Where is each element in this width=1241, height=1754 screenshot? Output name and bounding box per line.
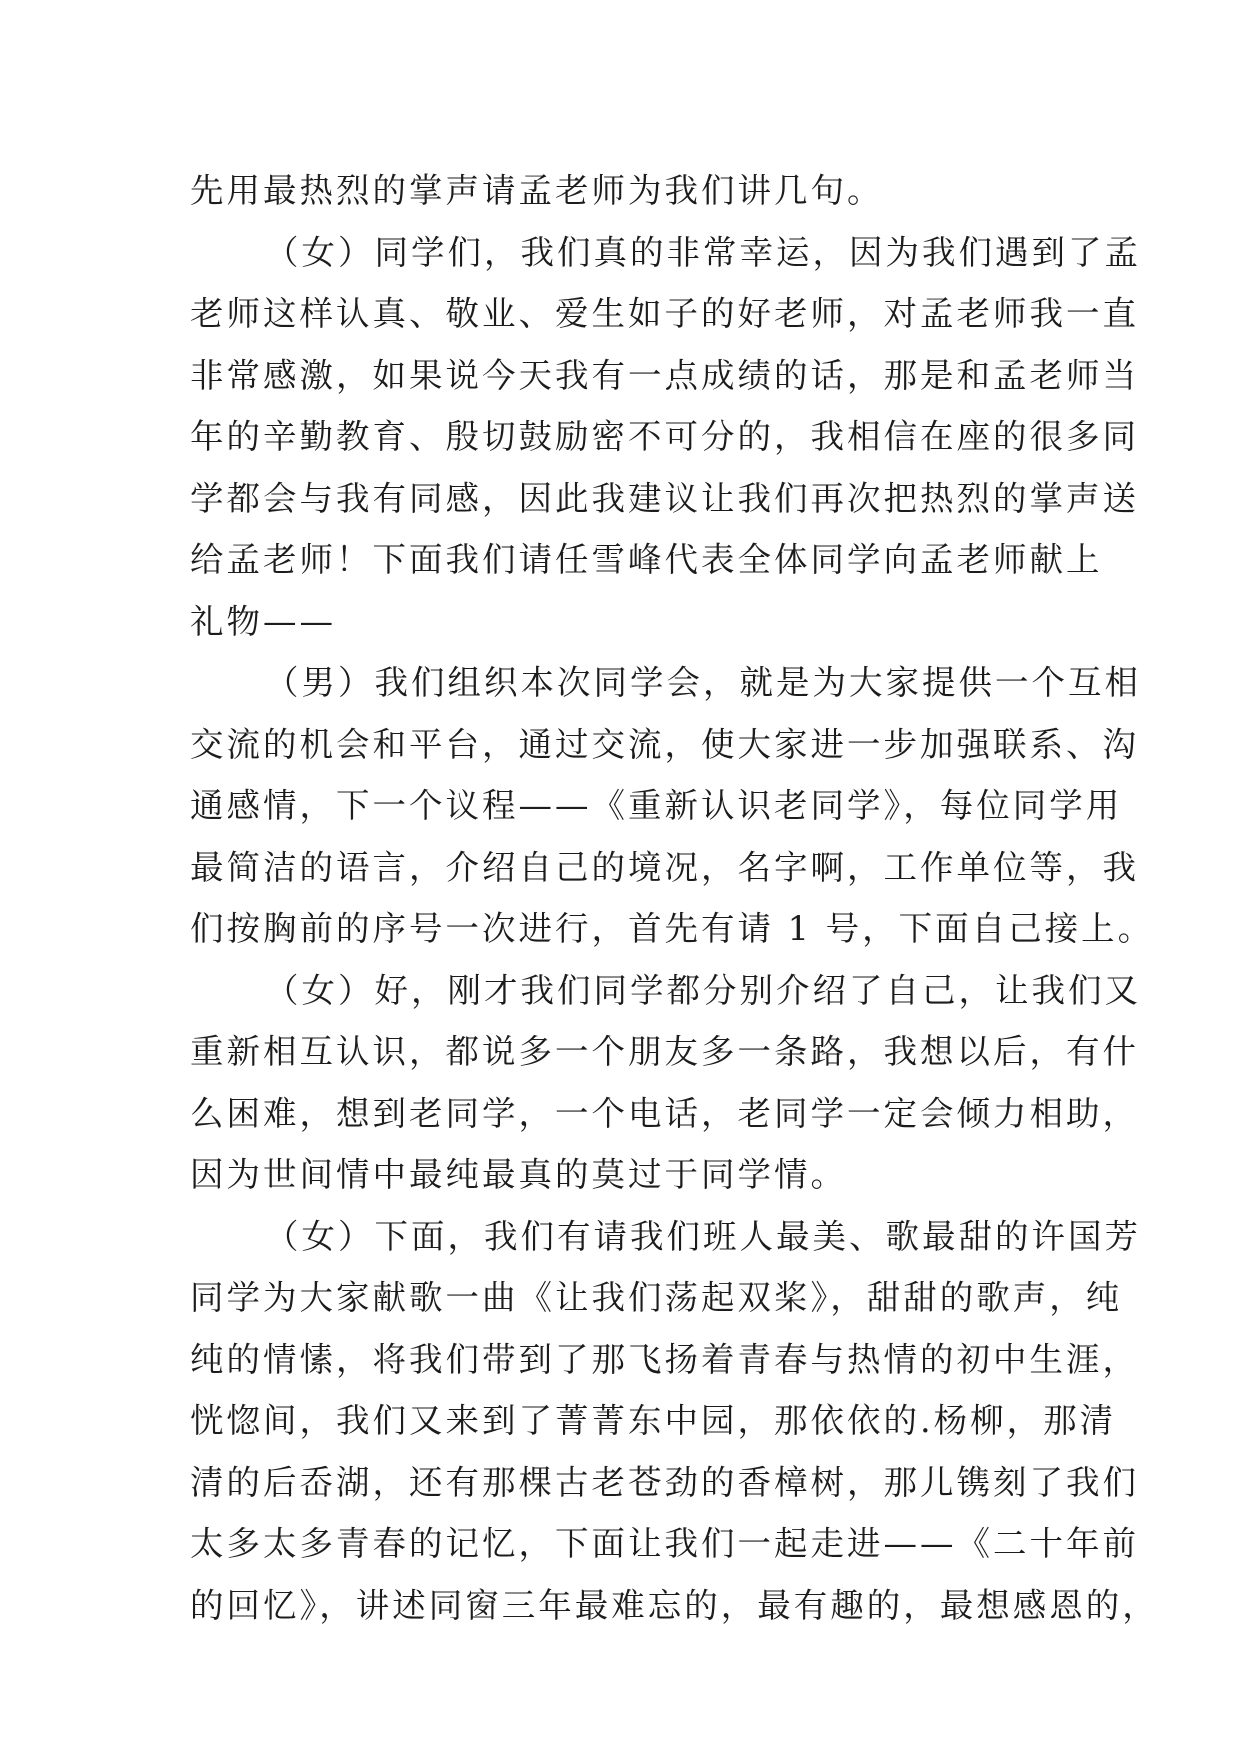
text-line: 重新相互认识，都说多一个朋友多一条路，我想以后，有什 <box>190 1032 1139 1071</box>
text-line: 学都会与我有同感，因此我建议让我们再次把热烈的掌声送 <box>190 478 1139 518</box>
text-line: 年的辛勤教育、殷切鼓励密不可分的，我相信在座的很多同 <box>190 417 1139 456</box>
text-line: 通感情，下一个议程——《重新认识老同学》，每位同学用 <box>190 786 1123 825</box>
text-line: 老师这样认真、敬业、爱生如子的好老师，对孟老师我一直 <box>190 294 1139 333</box>
text-line: 的回忆》，讲述同窗三年最难忘的，最有趣的，最想感恩的， <box>190 1585 1159 1625</box>
text-line: 们按胸前的序号一次进行，首先有请 1 号，下面自己接上。 <box>190 909 1155 948</box>
text-line: 最简洁的语言，介绍自己的境况，名字啊，工作单位等，我 <box>190 847 1139 887</box>
text-line: 同学为大家献歌一曲《让我们荡起双桨》，甜甜的歌声，纯 <box>190 1278 1123 1317</box>
text-line: 因为世间情中最纯最真的莫过于同学情。 <box>190 1155 847 1194</box>
body-text <box>190 160 1159 1636</box>
text-line: （男）我们组织本次同学会，就是为大家提供一个互相 <box>265 663 1141 702</box>
text-line: 非常感激，如果说今天我有一点成绩的话，那是和孟老师当 <box>190 355 1139 395</box>
text-line: 给孟老师！下面我们请任雪峰代表全体同学向孟老师献上 <box>190 540 1103 579</box>
text-line: （女）下面，我们有请我们班人最美、歌最甜的许国芳 <box>265 1216 1141 1256</box>
text-line: （女）同学们，我们真的非常幸运，因为我们遇到了孟 <box>265 232 1141 272</box>
text-line: 先用最热烈的掌声请孟老师为我们讲几句。 <box>190 171 884 210</box>
text-line: （女）好，刚才我们同学都分别介绍了自己，让我们又 <box>265 970 1141 1010</box>
text-line: 恍惚间，我们又来到了菁菁东中园，那依依的.杨柳，那清 <box>190 1401 1117 1440</box>
text-line: 太多太多青春的记忆，下面让我们一起走进——《二十年前 <box>190 1524 1139 1563</box>
text-line: 清的后岙湖，还有那棵古老苍劲的香樟树，那儿镌刻了我们 <box>190 1462 1139 1502</box>
text-line: 礼物—— <box>190 601 336 641</box>
text-line: 么困难，想到老同学，一个电话，老同学一定会倾力相助， <box>190 1093 1139 1133</box>
text-line: 交流的机会和平台，通过交流，使大家进一步加强联系、沟 <box>190 724 1139 764</box>
text-line: 纯的情愫，将我们带到了那飞扬着青春与热情的初中生涯， <box>190 1339 1139 1379</box>
